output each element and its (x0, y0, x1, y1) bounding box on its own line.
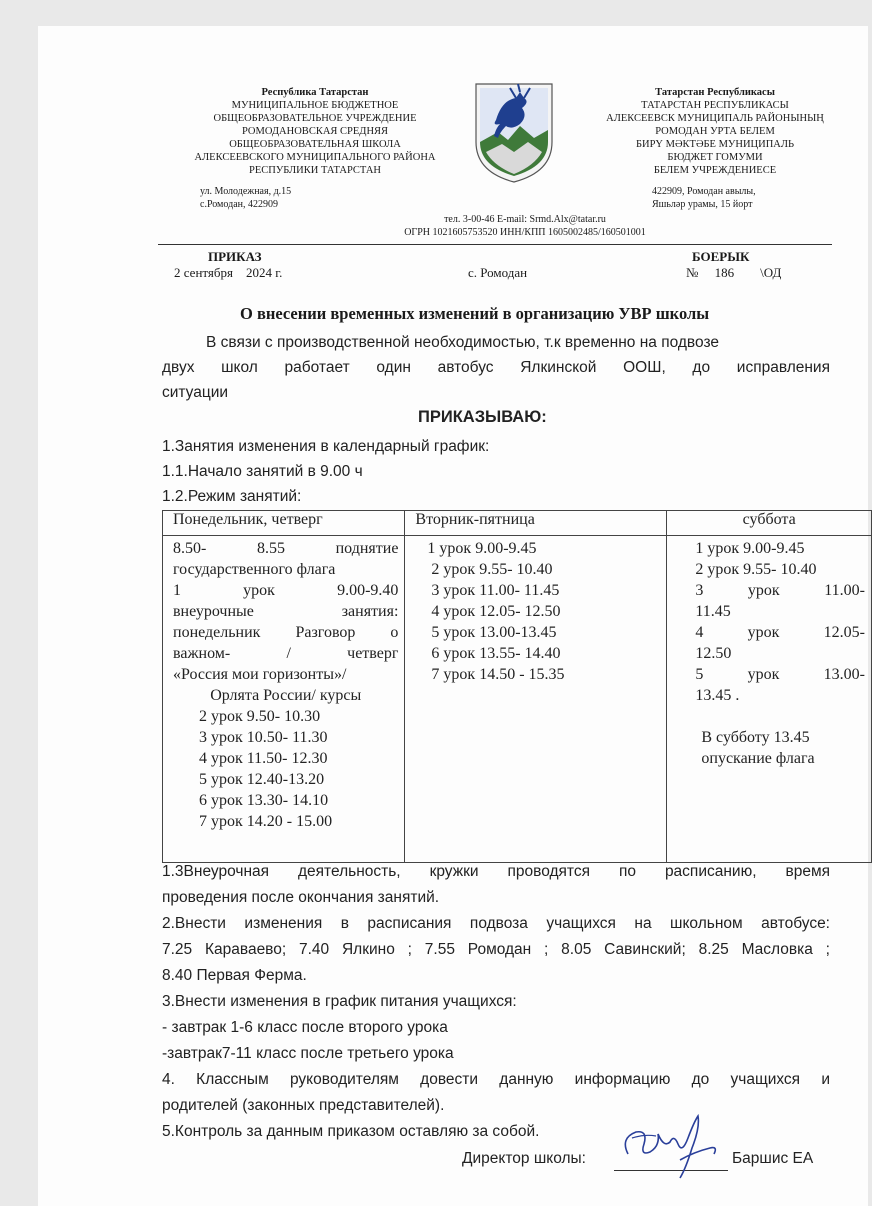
extra-line: важном- / четверг (173, 645, 399, 662)
item-4: 4. Классным руководителям довести данную информацию до учащихся и (162, 1071, 830, 1088)
header-right (590, 86, 840, 177)
extra-line: понедельник Разговор о (173, 624, 399, 641)
item-3-breakfast-1: - завтрак 1-6 класс после второго урока (162, 1019, 448, 1036)
phone-email: тел. 3-00-46 E-mail: Srmd.Alx@tatar.ru (444, 214, 606, 225)
lesson-line: 7 урок 14.50 - 15.35 (431, 666, 565, 683)
extra-line: внеурочные занятия: (173, 603, 399, 620)
header-label: Понедельник, четверг (173, 511, 323, 528)
flag-line: 8.50- 8.55 поднятие (173, 540, 399, 557)
lesson-line: 11.45 (695, 603, 731, 620)
header-right-line: ТАТАРСТАН РЕСПУБЛИКАСЫ (641, 100, 789, 111)
prikazyvayu-heading: ПРИКАЗЫВАЮ: (418, 408, 547, 426)
header-right-line: БЮДЖЕТ ГОМУМИ (667, 152, 763, 163)
item-3-breakfast-2: -завтрак7-11 класс после третьего урока (162, 1045, 454, 1062)
spacer (675, 706, 865, 727)
header-right-address (652, 186, 756, 211)
item-1-1: 1.1.Начало занятий в 9.00 ч (162, 463, 363, 480)
lesson-line: 3 урок 11.00- (695, 582, 865, 599)
header-right-line: БЕЛЕМ УЧРЕЖДЕНИЕСЕ (653, 165, 777, 176)
header-tue-fri (405, 511, 667, 536)
header-sat (667, 511, 872, 536)
header-left-line: РЕСПУБЛИКИ ТАТАРСТАН (248, 165, 381, 176)
item-1-2: 1.2.Режим занятий: (162, 488, 302, 505)
lesson-line: 5 урок 13.00- (695, 666, 865, 683)
kursy-line: Орлята России/ курсы (210, 687, 362, 704)
header-right-line: БИРҮ МӘКТӘБЕ МУНИЦИПАЛЬ (635, 139, 795, 150)
coat-of-arms-emblem (472, 80, 556, 184)
item-2-stops-cont: 8.40 Первая Ферма. (162, 967, 307, 984)
document-title: О внесении временных изменений в организацию УВР школы (240, 304, 710, 323)
handwritten-signature (614, 1108, 726, 1182)
item-2: 2.Внести изменения в расписания подвоза учащихся на школьном автобусе: (162, 915, 830, 932)
intro-line: двух школ работает один автобус Ялкинской ООШ, до исправления (162, 359, 830, 376)
col-mon-thu (163, 536, 405, 863)
extra-line: 1 урок 9.00-9.40 (173, 582, 399, 599)
intro (162, 330, 830, 405)
header-right-line: РОМОДАН УРТА БЕЛЕМ (655, 126, 775, 137)
lesson-line: 2 урок 9.50- 10.30 (199, 708, 321, 725)
lesson-line: 7 урок 14.20 - 15.00 (199, 813, 333, 830)
header-left-line: МУНИЦИПАЛЬНОЕ БЮДЖЕТНОЕ (231, 100, 399, 111)
header-right-title: Татарстан Республикасы (655, 87, 775, 98)
lesson-line: 2 урок 9.55- 10.40 (695, 561, 817, 578)
col-tue-fri (405, 536, 667, 863)
header-left-title: Республика Татарстан (261, 87, 369, 98)
lesson-line: 5 урок 12.40-13.20 (199, 771, 325, 788)
lesson-line: 4 урок 12.05- (695, 624, 865, 641)
ogrn-inn: ОГРН 1021605753520 ИНН/КПП 1605002485/160501001 (404, 226, 646, 238)
lesson-line: 5 урок 13.00-13.45 (431, 624, 557, 641)
address-line: с.Ромодан, 422909 (200, 198, 278, 210)
intro-line: ситуации (162, 384, 229, 401)
lesson-line: 1 урок 9.00-9.45 (695, 540, 805, 557)
lesson-line: 2 урок 9.55- 10.40 (431, 561, 553, 578)
order-place: с. Ромодан (468, 265, 528, 280)
item-1: 1.Занятия изменения в календарный график: (162, 438, 490, 455)
intro-line: В связи с производственной необходимостью, т.к временно на подвозе (206, 334, 719, 351)
item-4-cont: родителей (законных представителей). (162, 1097, 445, 1114)
contacts (360, 214, 690, 239)
header-left-line: РОМОДАНОВСКАЯ СРЕДНЯЯ (241, 126, 389, 137)
item-3: 3.Внести изменения в график питания учащихся: (162, 993, 517, 1010)
flag-line: опускание флага (701, 750, 815, 767)
address-line: 422909, Ромодан авылы, (652, 186, 756, 197)
header-divider (158, 244, 832, 245)
item-list-top (162, 434, 489, 509)
order-right-label: БОЕРЫК (692, 249, 750, 264)
header-right-line: АЛЕКСЕЕВСК МУНИЦИПАЛЬ РАЙОНЫНЫҢ (606, 113, 824, 124)
lesson-line: 13.45 . (695, 687, 740, 704)
item-1-3-cont: проведения после окончания занятий. (162, 889, 440, 906)
order-number: № 186 \ОД (686, 265, 782, 280)
header-label: суббота (742, 511, 796, 528)
schedule-body-row (163, 536, 872, 863)
lesson-line: 6 урок 13.55- 14.40 (431, 645, 561, 662)
lesson-line: 1 урок 9.00-9.45 (427, 540, 537, 557)
address-line: Яшьләр урамы, 15 йорт (652, 198, 753, 210)
lesson-line: 4 урок 11.50- 12.30 (199, 750, 328, 767)
schedule-header-row (163, 511, 872, 536)
signature-label: Директор школы: (462, 1150, 586, 1167)
schedule-table (162, 510, 872, 863)
header-left-address (200, 186, 291, 211)
flag-line: государственного флага (173, 561, 336, 578)
flag-line: В субботу 13.45 (701, 729, 810, 746)
lesson-line: 3 урок 11.00- 11.45 (431, 582, 560, 599)
lesson-line: 4 урок 12.05- 12.50 (431, 603, 561, 620)
header-left-line: ОБЩЕОБРАЗОВАТЕЛЬНАЯ ШКОЛА (229, 139, 401, 150)
order-left-label: ПРИКАЗ (208, 249, 262, 264)
header-left (180, 86, 450, 177)
address-line: ул. Молодежная, д.15 (200, 186, 292, 197)
after-items (162, 859, 830, 1145)
extra-line: «Россия мои горизонты»/ (173, 666, 347, 683)
lesson-line: 12.50 (695, 645, 732, 662)
header-label: Вторник-пятница (415, 511, 535, 528)
lesson-line: 3 урок 10.50- 11.30 (199, 729, 328, 746)
header-mon-thu (163, 511, 405, 536)
header-left-line: АЛЕКСЕЕВСКОГО МУНИЦИПАЛЬНОГО РАЙОНА (194, 152, 436, 163)
signature-name: Баршис ЕА (732, 1150, 814, 1167)
item-2-stops: 7.25 Караваево; 7.40 Ялкино ; 7.55 Ромодан ; 8.05 Савинский; 8.25 Масловка ; (162, 941, 830, 958)
item-5: 5.Контроль за данным приказом оставляю за собой. (162, 1123, 540, 1140)
col-sat (667, 536, 872, 863)
header-left-line: ОБЩЕОБРАЗОВАТЕЛЬНОЕ УЧРЕЖДЕНИЕ (213, 113, 417, 124)
order-date: 2 сентября 2024 г. (174, 265, 283, 280)
item-1-3: 1.3Внеурочная деятельность, кружки проводятся по расписанию, время (162, 863, 830, 880)
lesson-line: 6 урок 13.30- 14.10 (199, 792, 329, 809)
